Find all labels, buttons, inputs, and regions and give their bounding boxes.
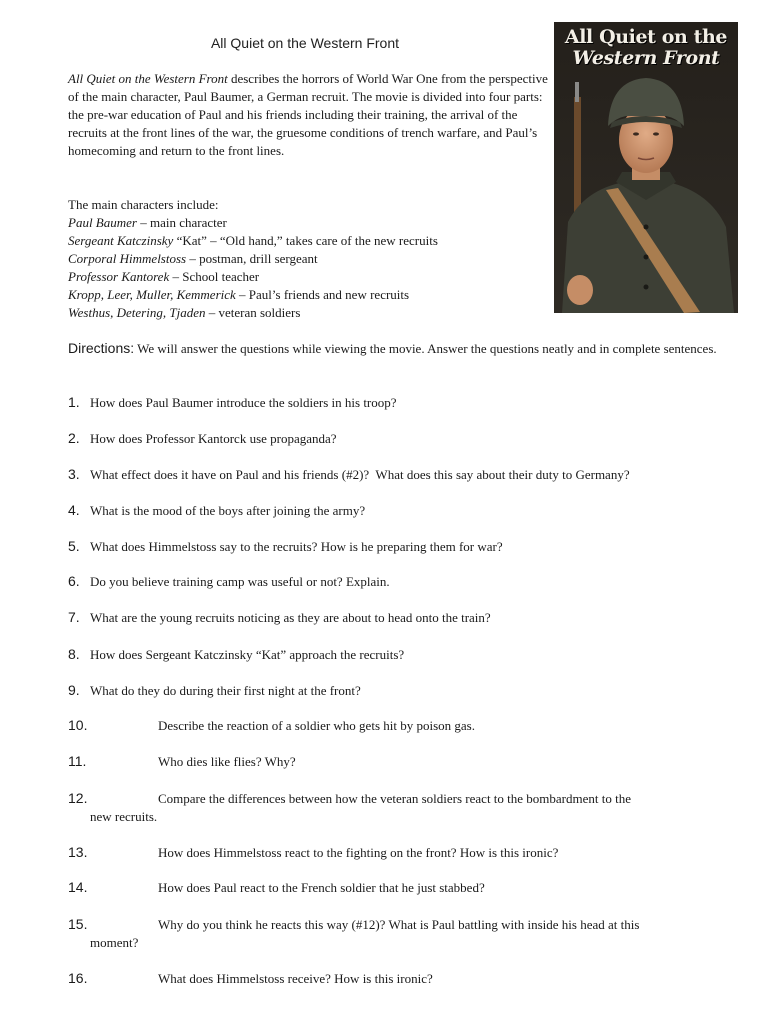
question-text: Describe the reaction of a soldier who gets hit by poison gas. [158, 718, 475, 733]
question-item [68, 843, 728, 862]
question-text: What is the mood of the boys after joining the army? [90, 503, 366, 518]
question-text: How does Paul Baumer introduce the soldiers in his troop? [90, 395, 397, 410]
question-text: What do they do during their first night at the front? [90, 683, 361, 698]
question-item [68, 465, 728, 484]
directions-paragraph [68, 339, 718, 358]
question-item [68, 915, 728, 952]
question-item [68, 878, 728, 897]
question-text: What effect does it have on Paul and his friends (#2)? What does this say about their duty to Germany? [90, 467, 630, 482]
question-number: 7. [68, 609, 80, 625]
character-desc: – Paul’s friends and new recruits [235, 287, 410, 302]
question-number: 3. [68, 466, 80, 482]
question-item [68, 393, 728, 412]
character-desc: “Kat” – “Old hand,” takes care of the new recruits [173, 233, 438, 248]
character-desc: – veteran soldiers [205, 305, 301, 320]
character-item [68, 214, 548, 232]
question-text: What does Himmelstoss receive? How is this ironic? [158, 971, 433, 986]
question-item [68, 716, 728, 735]
question-item [68, 789, 728, 826]
question-text: Why do you think he reacts this way (#12)? What is Paul battling with inside his head at this [158, 917, 640, 932]
movie-poster-image [554, 22, 738, 313]
character-item [68, 286, 548, 304]
intro-italic-title: All Quiet on the Western Front [68, 71, 228, 86]
question-number: 1. [68, 394, 80, 410]
question-number: 5. [68, 538, 80, 554]
intro-paragraph [68, 70, 548, 160]
question-item [68, 752, 728, 771]
question-number: 9. [68, 682, 80, 698]
page-title: All Quiet on the Western Front [210, 35, 400, 51]
question-number: 4. [68, 502, 80, 518]
question-item [68, 608, 728, 627]
question-continuation: moment? [90, 935, 139, 950]
question-number: 11. [68, 753, 87, 769]
question-number: 2. [68, 430, 80, 446]
question-number: 13. [68, 844, 88, 860]
question-number: 16. [68, 970, 88, 986]
character-item [68, 268, 548, 286]
question-item [68, 681, 728, 700]
question-number: 6. [68, 573, 80, 589]
question-number: 8. [68, 646, 80, 662]
character-name: Westhus, Detering, Tjaden [68, 305, 206, 320]
question-text: Do you believe training camp was useful or not? Explain. [90, 574, 390, 589]
characters-heading: The main characters include: [68, 197, 219, 212]
question-number: 12. [68, 790, 88, 806]
poster-title-line1: All Quiet on the [564, 26, 728, 48]
question-text: How does Professor Kantorck use propaganda? [90, 431, 337, 446]
question-text: How does Himmelstoss react to the fighting on the front? How is this ironic? [158, 845, 559, 860]
characters-section [68, 196, 548, 322]
question-item [68, 429, 728, 448]
character-name: Sergeant Katczinsky [68, 233, 174, 248]
character-name: Kropp, Leer, Muller, Kemmerick [68, 287, 236, 302]
question-text: How does Sergeant Katczinsky “Kat” approach the recruits? [90, 647, 405, 662]
question-text: Who dies like flies? Why? [158, 754, 296, 769]
question-item [68, 501, 728, 520]
question-continuation: new recruits. [90, 809, 158, 824]
intro-text: describes the horrors of World War One from the perspective of the main character, Paul Baumer, a German recruit. The movie is divided into four parts: the pre-war education of Paul and his friends including their training, the arrival of the recruits at the front lines of the war, the gruesome conditions of trench warfare, and Paul’s homecoming and return to the front lines. [68, 71, 548, 158]
question-number: 14. [68, 879, 88, 895]
character-item [68, 304, 548, 322]
poster-title [554, 27, 738, 69]
question-text: How does Paul react to the French soldier that he just stabbed? [158, 880, 485, 895]
question-item [68, 537, 728, 556]
directions-label: Directions: [68, 340, 135, 356]
question-number: 10. [68, 717, 88, 733]
character-desc: – postman, drill sergeant [186, 251, 318, 266]
question-number: 15. [68, 916, 88, 932]
question-item [68, 572, 728, 591]
character-name: Professor Kantorek [68, 269, 170, 284]
question-item [68, 645, 728, 664]
character-name: Corporal Himmelstoss [68, 251, 187, 266]
question-text: Compare the differences between how the veteran soldiers react to the bombardment to the [158, 791, 632, 806]
character-item [68, 250, 548, 268]
character-item [68, 232, 548, 250]
character-desc: – main character [136, 215, 227, 230]
question-text: What are the young recruits noticing as they are about to head onto the train? [90, 610, 491, 625]
question-text: What does Himmelstoss say to the recruits? How is he preparing them for war? [90, 539, 503, 554]
character-name: Paul Baumer [68, 215, 137, 230]
character-desc: – School teacher [169, 269, 260, 284]
question-item [68, 969, 728, 988]
directions-text: We will answer the questions while viewing the movie. Answer the questions neatly and in complete sentences. [134, 341, 717, 356]
poster-title-line2: Western Front [572, 47, 720, 69]
